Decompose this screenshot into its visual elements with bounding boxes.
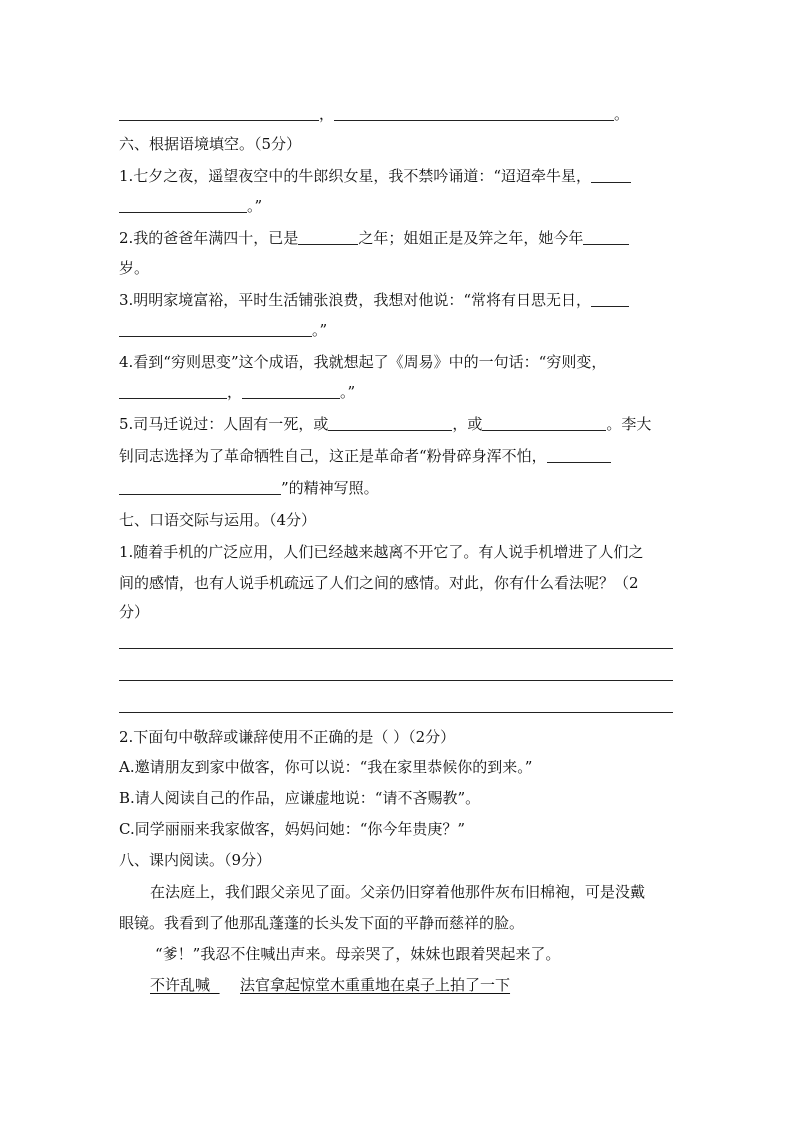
question-6-4: 4.看到“穷则思变”这个成语，我就想起了《周易》中的一句话：“穷则变， [119,353,607,371]
section-8-heading: 八、课内阅读。（9分） [119,851,272,869]
fill-line-top: ， 。 [119,103,629,125]
question-7-1-line-2: 间的感情，也有人说手机疏远了人们之间的感情。对此，你有什么看法呢？（2 [119,574,639,592]
passage-line-4: 不许乱喊 法官拿起惊堂木重重地在桌子上拍了一下 [150,976,511,994]
blank[interactable] [547,446,611,463]
answer-line[interactable] [119,680,673,681]
question-6-1: 1.七夕之夜，遥望夜空中的牛郎织女星，我不禁吟诵道：“迢迢牵牛星， [119,165,631,187]
blank[interactable] [334,104,614,121]
section-6-heading: 六、根据语境填空。（5分） [119,135,302,153]
passage-line-2: 眼镜。我看到了他那乱蓬蓬的长头发下面的平静而慈祥的脸。 [119,914,525,932]
section-7-heading: 七、口语交际与运用。（4分） [119,511,317,529]
blank[interactable] [119,320,312,337]
question-7-1-line-3: 分） [119,603,150,621]
answer-line[interactable] [119,712,673,713]
answer-line[interactable] [119,648,673,649]
option-c: C.同学丽丽来我家做客，妈妈问她：“你今年贵庚？” [119,820,466,838]
blank[interactable] [119,104,319,121]
blank[interactable] [583,228,629,245]
question-6-3: 3.明明家境富裕，平时生活铺张浪费，我想对他说：“常将有日思无日， [119,289,629,311]
question-6-2: 2.我的爸爸年满四十，已是 之年；姐姐正是及笄之年，她今年 [119,227,629,249]
blank[interactable] [328,414,452,431]
blank[interactable] [119,478,281,495]
question-6-5: 5.司马迁说过：人固有一死，或 ，或 。李大 [119,415,652,433]
blank[interactable] [119,382,227,399]
blank[interactable] [298,228,358,245]
question-6-2-cont: 岁。 [119,259,150,277]
option-a: A.邀请朋友到家中做客，你可以说：“我在家里恭候你的到来。” [119,758,533,776]
question-6-3-cont: 。” [119,319,327,341]
question-6-5-end: ”的精神写照。 [119,477,379,499]
passage-line-1: 在法庭上，我们跟父亲见了面。父亲仍旧穿着他那件灰布旧棉袍，可是没戴 [150,883,646,901]
blank[interactable] [591,290,629,307]
option-b: B.请人阅读自己的作品，应谦虚地说：“请不吝赐教”。 [119,789,481,807]
blank[interactable] [591,166,631,183]
question-6-4-cont: ， 。” [119,381,355,403]
question-6-5-cont: 钊同志选择为了革命牺牲自己，这正是革命者“粉骨碎身浑不怕， [119,445,611,467]
question-6-1-cont: 。” [119,195,262,217]
blank[interactable] [242,382,340,399]
blank[interactable] [119,196,247,213]
passage-line-3: “爹！”我忍不住喊出声来。母亲哭了，妹妹也跟着哭起来了。 [155,945,561,963]
question-7-1-line-1: 1.随着手机的广泛应用，人们已经越来越离不开它了。有人说手机增进了人们之 [119,543,644,561]
blank[interactable] [482,414,606,431]
question-7-2: 2.下面句中敬辞或谦辞使用不正确的是（ ）（2分） [119,728,456,746]
